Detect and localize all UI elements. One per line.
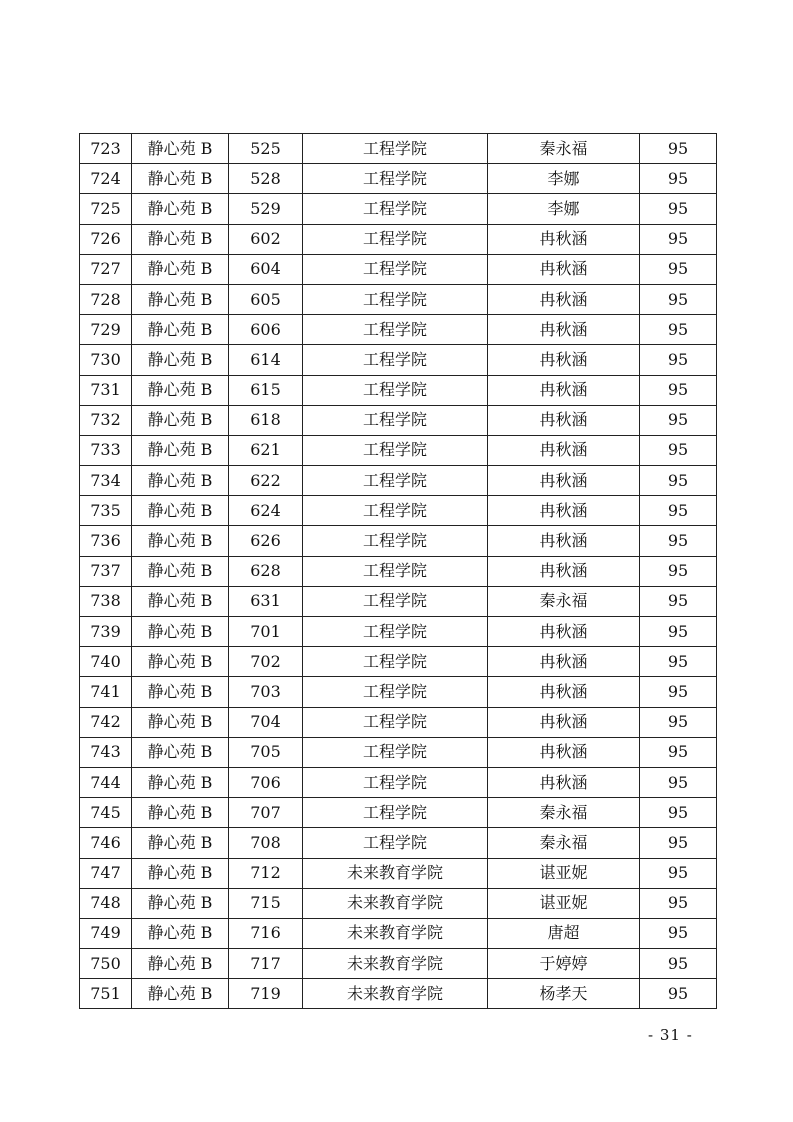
room-number-cell: 716 bbox=[229, 918, 303, 948]
score-cell: 95 bbox=[640, 435, 717, 465]
room-number-cell: 717 bbox=[229, 949, 303, 979]
counselor-cell: 秦永福 bbox=[488, 798, 640, 828]
row-index-cell: 743 bbox=[80, 737, 132, 767]
row-index-cell: 738 bbox=[80, 586, 132, 616]
building-cell: 静心苑 B bbox=[132, 496, 229, 526]
college-cell: 工程学院 bbox=[303, 315, 488, 345]
row-index-cell: 746 bbox=[80, 828, 132, 858]
score-cell: 95 bbox=[640, 164, 717, 194]
table-row bbox=[80, 435, 717, 465]
room-number-cell: 529 bbox=[229, 194, 303, 224]
score-cell: 95 bbox=[640, 496, 717, 526]
building-cell: 静心苑 B bbox=[132, 435, 229, 465]
building-cell: 静心苑 B bbox=[132, 586, 229, 616]
table-row bbox=[80, 496, 717, 526]
college-cell: 工程学院 bbox=[303, 798, 488, 828]
room-number-cell: 604 bbox=[229, 254, 303, 284]
row-index-cell: 736 bbox=[80, 526, 132, 556]
score-cell: 95 bbox=[640, 556, 717, 586]
room-number-cell: 707 bbox=[229, 798, 303, 828]
counselor-cell: 冉秋涵 bbox=[488, 466, 640, 496]
building-cell: 静心苑 B bbox=[132, 979, 229, 1009]
row-index-cell: 726 bbox=[80, 224, 132, 254]
score-cell: 95 bbox=[640, 918, 717, 948]
building-cell: 静心苑 B bbox=[132, 737, 229, 767]
score-cell: 95 bbox=[640, 617, 717, 647]
college-cell: 工程学院 bbox=[303, 556, 488, 586]
score-cell: 95 bbox=[640, 888, 717, 918]
college-cell: 工程学院 bbox=[303, 375, 488, 405]
college-cell: 工程学院 bbox=[303, 194, 488, 224]
table-row bbox=[80, 405, 717, 435]
counselor-cell: 李娜 bbox=[488, 164, 640, 194]
table-row bbox=[80, 466, 717, 496]
counselor-cell: 谌亚妮 bbox=[488, 858, 640, 888]
row-index-cell: 724 bbox=[80, 164, 132, 194]
room-number-cell: 528 bbox=[229, 164, 303, 194]
row-index-cell: 741 bbox=[80, 677, 132, 707]
table-row bbox=[80, 858, 717, 888]
row-index-cell: 732 bbox=[80, 405, 132, 435]
building-cell: 静心苑 B bbox=[132, 647, 229, 677]
table-row bbox=[80, 224, 717, 254]
row-index-cell: 744 bbox=[80, 767, 132, 797]
table-row bbox=[80, 828, 717, 858]
counselor-cell: 冉秋涵 bbox=[488, 375, 640, 405]
college-cell: 工程学院 bbox=[303, 707, 488, 737]
table-row bbox=[80, 134, 717, 164]
building-cell: 静心苑 B bbox=[132, 888, 229, 918]
room-number-cell: 618 bbox=[229, 405, 303, 435]
counselor-cell: 冉秋涵 bbox=[488, 284, 640, 314]
score-cell: 95 bbox=[640, 405, 717, 435]
building-cell: 静心苑 B bbox=[132, 466, 229, 496]
row-index-cell: 735 bbox=[80, 496, 132, 526]
table-row bbox=[80, 164, 717, 194]
college-cell: 工程学院 bbox=[303, 737, 488, 767]
table-row bbox=[80, 767, 717, 797]
counselor-cell: 谌亚妮 bbox=[488, 888, 640, 918]
college-cell: 工程学院 bbox=[303, 164, 488, 194]
dormitory-table-container bbox=[79, 133, 716, 1009]
building-cell: 静心苑 B bbox=[132, 405, 229, 435]
table-row bbox=[80, 918, 717, 948]
college-cell: 未来教育学院 bbox=[303, 888, 488, 918]
score-cell: 95 bbox=[640, 798, 717, 828]
counselor-cell: 于婷婷 bbox=[488, 949, 640, 979]
counselor-cell: 冉秋涵 bbox=[488, 224, 640, 254]
score-cell: 95 bbox=[640, 767, 717, 797]
counselor-cell: 冉秋涵 bbox=[488, 707, 640, 737]
table-row bbox=[80, 194, 717, 224]
building-cell: 静心苑 B bbox=[132, 798, 229, 828]
room-number-cell: 715 bbox=[229, 888, 303, 918]
table-body bbox=[80, 134, 717, 1009]
row-index-cell: 725 bbox=[80, 194, 132, 224]
room-number-cell: 701 bbox=[229, 617, 303, 647]
college-cell: 工程学院 bbox=[303, 586, 488, 616]
room-number-cell: 702 bbox=[229, 647, 303, 677]
college-cell: 工程学院 bbox=[303, 526, 488, 556]
score-cell: 95 bbox=[640, 949, 717, 979]
building-cell: 静心苑 B bbox=[132, 677, 229, 707]
counselor-cell: 冉秋涵 bbox=[488, 647, 640, 677]
table-row bbox=[80, 647, 717, 677]
room-number-cell: 602 bbox=[229, 224, 303, 254]
table-row bbox=[80, 284, 717, 314]
room-number-cell: 621 bbox=[229, 435, 303, 465]
building-cell: 静心苑 B bbox=[132, 254, 229, 284]
counselor-cell: 唐超 bbox=[488, 918, 640, 948]
counselor-cell: 秦永福 bbox=[488, 828, 640, 858]
college-cell: 工程学院 bbox=[303, 405, 488, 435]
building-cell: 静心苑 B bbox=[132, 918, 229, 948]
score-cell: 95 bbox=[640, 707, 717, 737]
college-cell: 工程学院 bbox=[303, 345, 488, 375]
room-number-cell: 606 bbox=[229, 315, 303, 345]
score-cell: 95 bbox=[640, 677, 717, 707]
score-cell: 95 bbox=[640, 466, 717, 496]
table-row bbox=[80, 677, 717, 707]
room-number-cell: 712 bbox=[229, 858, 303, 888]
building-cell: 静心苑 B bbox=[132, 858, 229, 888]
counselor-cell: 杨孝天 bbox=[488, 979, 640, 1009]
row-index-cell: 742 bbox=[80, 707, 132, 737]
college-cell: 工程学院 bbox=[303, 435, 488, 465]
building-cell: 静心苑 B bbox=[132, 284, 229, 314]
building-cell: 静心苑 B bbox=[132, 345, 229, 375]
counselor-cell: 李娜 bbox=[488, 194, 640, 224]
score-cell: 95 bbox=[640, 737, 717, 767]
dormitory-table bbox=[79, 133, 717, 1009]
room-number-cell: 703 bbox=[229, 677, 303, 707]
room-number-cell: 605 bbox=[229, 284, 303, 314]
row-index-cell: 748 bbox=[80, 888, 132, 918]
row-index-cell: 750 bbox=[80, 949, 132, 979]
counselor-cell: 秦永福 bbox=[488, 134, 640, 164]
row-index-cell: 749 bbox=[80, 918, 132, 948]
row-index-cell: 731 bbox=[80, 375, 132, 405]
college-cell: 工程学院 bbox=[303, 224, 488, 254]
score-cell: 95 bbox=[640, 284, 717, 314]
row-index-cell: 734 bbox=[80, 466, 132, 496]
row-index-cell: 737 bbox=[80, 556, 132, 586]
college-cell: 工程学院 bbox=[303, 767, 488, 797]
counselor-cell: 冉秋涵 bbox=[488, 617, 640, 647]
counselor-cell: 冉秋涵 bbox=[488, 435, 640, 465]
college-cell: 工程学院 bbox=[303, 496, 488, 526]
building-cell: 静心苑 B bbox=[132, 767, 229, 797]
counselor-cell: 冉秋涵 bbox=[488, 345, 640, 375]
table-row bbox=[80, 556, 717, 586]
score-cell: 95 bbox=[640, 858, 717, 888]
table-row bbox=[80, 949, 717, 979]
score-cell: 95 bbox=[640, 647, 717, 677]
table-row bbox=[80, 345, 717, 375]
college-cell: 工程学院 bbox=[303, 134, 488, 164]
building-cell: 静心苑 B bbox=[132, 134, 229, 164]
counselor-cell: 冉秋涵 bbox=[488, 556, 640, 586]
row-index-cell: 723 bbox=[80, 134, 132, 164]
score-cell: 95 bbox=[640, 254, 717, 284]
building-cell: 静心苑 B bbox=[132, 556, 229, 586]
building-cell: 静心苑 B bbox=[132, 224, 229, 254]
row-index-cell: 739 bbox=[80, 617, 132, 647]
college-cell: 工程学院 bbox=[303, 284, 488, 314]
row-index-cell: 730 bbox=[80, 345, 132, 375]
table-row bbox=[80, 315, 717, 345]
page-number: - 31 - bbox=[648, 1026, 693, 1044]
room-number-cell: 624 bbox=[229, 496, 303, 526]
room-number-cell: 705 bbox=[229, 737, 303, 767]
room-number-cell: 615 bbox=[229, 375, 303, 405]
score-cell: 95 bbox=[640, 315, 717, 345]
college-cell: 未来教育学院 bbox=[303, 979, 488, 1009]
table-row bbox=[80, 526, 717, 556]
table-row bbox=[80, 254, 717, 284]
score-cell: 95 bbox=[640, 828, 717, 858]
row-index-cell: 740 bbox=[80, 647, 132, 677]
counselor-cell: 冉秋涵 bbox=[488, 767, 640, 797]
row-index-cell: 747 bbox=[80, 858, 132, 888]
score-cell: 95 bbox=[640, 345, 717, 375]
college-cell: 工程学院 bbox=[303, 254, 488, 284]
college-cell: 未来教育学院 bbox=[303, 949, 488, 979]
table-row bbox=[80, 888, 717, 918]
college-cell: 未来教育学院 bbox=[303, 918, 488, 948]
building-cell: 静心苑 B bbox=[132, 194, 229, 224]
college-cell: 工程学院 bbox=[303, 677, 488, 707]
table-row bbox=[80, 737, 717, 767]
row-index-cell: 745 bbox=[80, 798, 132, 828]
counselor-cell: 冉秋涵 bbox=[488, 496, 640, 526]
counselor-cell: 冉秋涵 bbox=[488, 315, 640, 345]
row-index-cell: 727 bbox=[80, 254, 132, 284]
score-cell: 95 bbox=[640, 979, 717, 1009]
table-row bbox=[80, 707, 717, 737]
row-index-cell: 733 bbox=[80, 435, 132, 465]
room-number-cell: 614 bbox=[229, 345, 303, 375]
room-number-cell: 622 bbox=[229, 466, 303, 496]
score-cell: 95 bbox=[640, 526, 717, 556]
table-row bbox=[80, 979, 717, 1009]
score-cell: 95 bbox=[640, 586, 717, 616]
college-cell: 工程学院 bbox=[303, 617, 488, 647]
row-index-cell: 728 bbox=[80, 284, 132, 314]
room-number-cell: 706 bbox=[229, 767, 303, 797]
college-cell: 工程学院 bbox=[303, 828, 488, 858]
college-cell: 工程学院 bbox=[303, 466, 488, 496]
counselor-cell: 冉秋涵 bbox=[488, 405, 640, 435]
building-cell: 静心苑 B bbox=[132, 164, 229, 194]
score-cell: 95 bbox=[640, 224, 717, 254]
table-row bbox=[80, 375, 717, 405]
counselor-cell: 秦永福 bbox=[488, 586, 640, 616]
counselor-cell: 冉秋涵 bbox=[488, 526, 640, 556]
building-cell: 静心苑 B bbox=[132, 828, 229, 858]
room-number-cell: 708 bbox=[229, 828, 303, 858]
counselor-cell: 冉秋涵 bbox=[488, 737, 640, 767]
building-cell: 静心苑 B bbox=[132, 617, 229, 647]
building-cell: 静心苑 B bbox=[132, 375, 229, 405]
table-row bbox=[80, 798, 717, 828]
score-cell: 95 bbox=[640, 134, 717, 164]
row-index-cell: 751 bbox=[80, 979, 132, 1009]
score-cell: 95 bbox=[640, 375, 717, 405]
room-number-cell: 628 bbox=[229, 556, 303, 586]
college-cell: 工程学院 bbox=[303, 647, 488, 677]
building-cell: 静心苑 B bbox=[132, 315, 229, 345]
room-number-cell: 704 bbox=[229, 707, 303, 737]
building-cell: 静心苑 B bbox=[132, 707, 229, 737]
college-cell: 未来教育学院 bbox=[303, 858, 488, 888]
room-number-cell: 525 bbox=[229, 134, 303, 164]
row-index-cell: 729 bbox=[80, 315, 132, 345]
counselor-cell: 冉秋涵 bbox=[488, 677, 640, 707]
table-row bbox=[80, 586, 717, 616]
room-number-cell: 626 bbox=[229, 526, 303, 556]
building-cell: 静心苑 B bbox=[132, 526, 229, 556]
room-number-cell: 631 bbox=[229, 586, 303, 616]
counselor-cell: 冉秋涵 bbox=[488, 254, 640, 284]
room-number-cell: 719 bbox=[229, 979, 303, 1009]
score-cell: 95 bbox=[640, 194, 717, 224]
table-row bbox=[80, 617, 717, 647]
building-cell: 静心苑 B bbox=[132, 949, 229, 979]
